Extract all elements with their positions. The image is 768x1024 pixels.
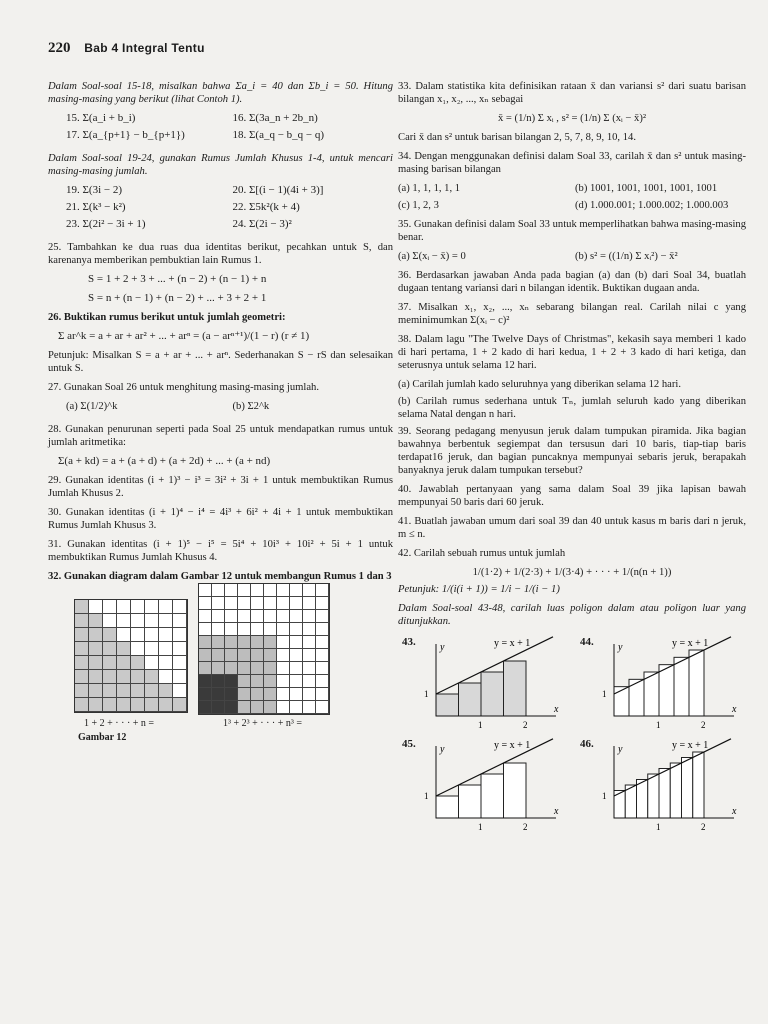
grid-cell bbox=[89, 698, 103, 712]
intro-19-24: Dalam Soal-soal 19-24, gunakan Rumus Jumlah Khusus 1-4, untuk mencari masing-masing jumlah. bbox=[48, 153, 393, 177]
grid-left-caption: 1 + 2 + · · · + n = bbox=[84, 718, 155, 729]
grid-cell bbox=[75, 642, 89, 656]
grid-cell bbox=[103, 684, 117, 698]
problem-26-hint: Petunjuk: Misalkan S = a + ar + ... + arⁿ. Sederhanakan S − rS dan selesaikan untuk S. bbox=[48, 350, 393, 374]
intro-43-48: Dalam Soal-soal 43-48, carilah luas poligon dalam atau poligon luar yang ditunjukkan. bbox=[398, 603, 746, 627]
grid-cell bbox=[173, 684, 187, 698]
grid-diagram-right bbox=[198, 583, 330, 715]
tick-label: 1 bbox=[602, 689, 607, 699]
grid-cell bbox=[89, 642, 103, 656]
polygon-rect bbox=[670, 763, 681, 818]
grid-cell bbox=[316, 675, 329, 688]
tick-label: 1 bbox=[424, 791, 429, 801]
grid-cell bbox=[199, 610, 212, 623]
problem-26: 26. Buktikan rumus berikut untuk jumlah geometri: bbox=[48, 312, 286, 323]
grid-cell bbox=[199, 701, 212, 714]
problem-25: 25. Tambahkan ke dua ruas dua identitas berikut, pecahkan untuk S, dan karenanya memberikan pembuktian lain Rumus 1. bbox=[48, 242, 393, 266]
curve-label: y = x + 1 bbox=[494, 638, 531, 649]
grid-cell bbox=[75, 656, 89, 670]
grid-cell bbox=[212, 610, 225, 623]
grid-cell bbox=[117, 614, 131, 628]
curve-label: y = x + 1 bbox=[672, 740, 709, 751]
tick-label: 2 bbox=[523, 720, 528, 730]
tick-label: 2 bbox=[701, 720, 706, 730]
grid-cell bbox=[225, 649, 238, 662]
grid-cell bbox=[303, 662, 316, 675]
grid-cell bbox=[316, 636, 329, 649]
axis-y-label: y bbox=[440, 642, 445, 653]
grid-cell bbox=[264, 636, 277, 649]
grid-cell bbox=[131, 642, 145, 656]
problem-35-parts bbox=[398, 250, 746, 263]
polygon-rect bbox=[436, 796, 459, 818]
plot-43 bbox=[402, 636, 566, 731]
grid-cell bbox=[264, 649, 277, 662]
grid-cell bbox=[131, 670, 145, 684]
grid-cell bbox=[238, 675, 251, 688]
grid-cell bbox=[238, 662, 251, 675]
grid-cell bbox=[238, 636, 251, 649]
problem-40: 40. Jawablah pertanyaan yang sama dalam Soal 39 jika lapisan bawah mempunyai 50 baris dari 60 jeruk. bbox=[398, 484, 746, 508]
grid-cell bbox=[225, 636, 238, 649]
grid-cell bbox=[251, 584, 264, 597]
grid-cell bbox=[117, 600, 131, 614]
grid-cell bbox=[225, 584, 238, 597]
polygon-rect bbox=[689, 650, 704, 716]
grid-cell bbox=[212, 662, 225, 675]
plot-45 bbox=[402, 738, 566, 833]
problem-30: 30. Gunakan identitas (i + 1)⁴ − i⁴ = 4i³ + 6i² + 4i + 1 untuk membuktikan Rumus Jumlah Khusus 3. bbox=[48, 507, 393, 531]
grid-cell bbox=[199, 675, 212, 688]
problem-34d: (d) 1.000.001; 1.000.002; 1.000.003 bbox=[575, 200, 729, 211]
chapter-title: Bab 4 Integral Tentu bbox=[84, 41, 205, 55]
grid-cell bbox=[303, 649, 316, 662]
grid-cell bbox=[264, 675, 277, 688]
grid-cell bbox=[264, 701, 277, 714]
tick-label: 1 bbox=[478, 822, 483, 832]
problem-16: 16. Σ(3a_n + 2b_n) bbox=[232, 112, 318, 124]
polygon-rect bbox=[637, 780, 648, 819]
grid-cell bbox=[212, 636, 225, 649]
grid-cell bbox=[89, 614, 103, 628]
grid-cell bbox=[145, 684, 159, 698]
grid-cell bbox=[145, 656, 159, 670]
grid-cell bbox=[75, 600, 89, 614]
grid-cell bbox=[75, 684, 89, 698]
grid-cell bbox=[290, 610, 303, 623]
grid-cell bbox=[89, 628, 103, 642]
grid-cell bbox=[75, 628, 89, 642]
problem-31: 31. Gunakan identitas (i + 1)⁵ − i⁵ = 5i⁴ + 10i³ + 10i² + 5i + 1 untuk membuktikan Rumus Jumlah Khusus 4. bbox=[48, 539, 393, 563]
grid-cell bbox=[238, 623, 251, 636]
polygon-rect bbox=[629, 679, 644, 716]
grid-cell bbox=[212, 675, 225, 688]
problem-38: 38. Dalam lagu "The Twelve Days of Christmas", kekasih saya memberi 1 kado di hari pertama, 1 + 2 kado di hari kedua, 1 + 2 + 3 kado di hari ketiga, dan seterusnya untuk selama 12 hari. bbox=[398, 334, 746, 371]
grid-cell bbox=[225, 688, 238, 701]
grid-cell bbox=[290, 584, 303, 597]
axis-y-label: y bbox=[440, 744, 445, 755]
problem-35b: (b) s² = ((1/n) Σ xᵢ²) − x̄² bbox=[575, 251, 678, 262]
polygon-rect bbox=[614, 687, 629, 716]
grid-cell bbox=[173, 642, 187, 656]
grid-cell bbox=[238, 584, 251, 597]
grid-cell bbox=[173, 698, 187, 712]
grid-cell bbox=[251, 636, 264, 649]
problem-34b: (b) 1001, 1001, 1001, 1001, 1001 bbox=[575, 183, 718, 194]
grid-cell bbox=[103, 600, 117, 614]
grid-cell bbox=[251, 675, 264, 688]
grid-cell bbox=[89, 600, 103, 614]
grid-cell bbox=[290, 688, 303, 701]
grid-cell bbox=[145, 670, 159, 684]
problem-27a: (a) Σ(1/2)^k bbox=[66, 401, 118, 412]
grid-cell bbox=[131, 628, 145, 642]
polygon-rect bbox=[504, 763, 527, 818]
grid-cell bbox=[199, 636, 212, 649]
grid-cell bbox=[199, 584, 212, 597]
grid-cell bbox=[199, 662, 212, 675]
grid-cell bbox=[212, 649, 225, 662]
grid-cell bbox=[159, 600, 173, 614]
grid-cell bbox=[303, 597, 316, 610]
grid-cell bbox=[173, 600, 187, 614]
grid-cell bbox=[238, 610, 251, 623]
grid-cell bbox=[159, 628, 173, 642]
grid-cell bbox=[225, 610, 238, 623]
problem-21: 21. Σ(k³ − k²) bbox=[66, 201, 126, 213]
page-header bbox=[48, 40, 205, 57]
grid-cell bbox=[277, 610, 290, 623]
grid-cell bbox=[264, 597, 277, 610]
plot-44-label: 44. bbox=[580, 636, 594, 648]
grid-cell bbox=[277, 701, 290, 714]
problems-19-24 bbox=[66, 184, 393, 231]
grid-cell bbox=[131, 698, 145, 712]
axis-y-label: y bbox=[618, 642, 623, 653]
axis-x-label: x bbox=[732, 704, 737, 715]
grid-cell bbox=[264, 610, 277, 623]
problem-32: 32. Gunakan diagram dalam Gambar 12 untuk membangun Rumus 1 dan 3 bbox=[48, 571, 392, 582]
problem-42-eq: 1/(1·2) + 1/(2·3) + 1/(3·4) + · · · + 1/(n(n + 1)) bbox=[472, 567, 672, 578]
plot-43-graph bbox=[416, 636, 566, 731]
grid-cell bbox=[159, 698, 173, 712]
problem-35: 35. Gunakan definisi dalam Soal 33 untuk memperlihatkan bahwa masing-masing benar. bbox=[398, 219, 746, 243]
tick-label: 2 bbox=[701, 822, 706, 832]
grid-cell bbox=[277, 688, 290, 701]
curve-label: y = x + 1 bbox=[494, 740, 531, 751]
grid-cell bbox=[145, 600, 159, 614]
problem-41: 41. Buatlah jawaban umum dari soal 39 dan 40 untuk kasus m baris dari n jeruk, m ≤ n. bbox=[398, 516, 746, 540]
grid-right-caption: 1³ + 2³ + · · · + n³ = bbox=[223, 718, 303, 729]
grid-cell bbox=[145, 642, 159, 656]
grid-cell bbox=[117, 628, 131, 642]
grid-cell bbox=[316, 623, 329, 636]
polygon-rect bbox=[648, 774, 659, 818]
grid-cell bbox=[238, 688, 251, 701]
problem-38b: (b) Carilah rumus sederhana untuk Tₙ, jumlah seluruh kado yang diberikan selama Natal dengan n hari. bbox=[398, 396, 746, 420]
grid-cell bbox=[264, 623, 277, 636]
grid-cell bbox=[251, 597, 264, 610]
grid-cell bbox=[75, 698, 89, 712]
grid-cell bbox=[277, 597, 290, 610]
polygon-rect bbox=[481, 672, 504, 716]
polygon-rect bbox=[693, 752, 704, 818]
problem-28-eq: Σ(a + kd) = a + (a + d) + (a + 2d) + ... + (a + nd) bbox=[58, 455, 271, 467]
grid-cell bbox=[316, 688, 329, 701]
plot-46 bbox=[580, 738, 744, 833]
grid-cell bbox=[173, 670, 187, 684]
grid-cell bbox=[89, 684, 103, 698]
grid-cell bbox=[290, 701, 303, 714]
polygon-rect bbox=[481, 774, 504, 818]
grid-cell bbox=[290, 636, 303, 649]
grid-cell bbox=[145, 614, 159, 628]
grid-cell bbox=[316, 584, 329, 597]
grid-cell bbox=[277, 584, 290, 597]
plot-46-graph bbox=[594, 738, 744, 833]
plot-43-label: 43. bbox=[402, 636, 416, 648]
polygon-rect bbox=[436, 694, 459, 716]
grid-cell bbox=[131, 684, 145, 698]
grid-cell bbox=[159, 684, 173, 698]
grid-cell bbox=[103, 698, 117, 712]
problem-33: 33. Dalam statistika kita definisikan rataan x̄ dan variansi s² dari suatu barisan bilangan x₁, x₂, ..., xₙ sebagai bbox=[398, 81, 746, 105]
tick-label: 1 bbox=[424, 689, 429, 699]
tick-label: 1 bbox=[656, 822, 661, 832]
grid-cell bbox=[303, 636, 316, 649]
problem-20: 20. Σ[(i − 1)(4i + 3)] bbox=[232, 184, 324, 196]
plot-44 bbox=[580, 636, 744, 731]
grid-cell bbox=[238, 649, 251, 662]
grid-cell bbox=[303, 701, 316, 714]
grid-cell bbox=[199, 649, 212, 662]
problem-36: 36. Berdasarkan jawaban Anda pada bagian (a) dan (b) dari Soal 34, buatlah dugaan tentang variansi dari n bilangan identik. Buktikan dugaan anda. bbox=[398, 270, 746, 294]
grid-cell bbox=[199, 597, 212, 610]
grid-cell bbox=[159, 642, 173, 656]
plot-46-label: 46. bbox=[580, 738, 594, 750]
problem-39: 39. Seorang pedagang menyusun jeruk dalam tumpukan piramida. Jika bagian bawahnya berbentuk segiempat dan tersusun dari 10 baris, tiap-tiap baris terdapat16 jeruk, dan bagian puncaknya mempunyai sebaris jeruk, berapakah banyaknya jeruk dalam tumpukan tersebut? bbox=[398, 426, 746, 476]
polygon-rect bbox=[659, 769, 670, 819]
grid-cell bbox=[103, 670, 117, 684]
figure-12 bbox=[48, 589, 393, 743]
problem-19: 19. Σ(3i − 2) bbox=[66, 184, 122, 196]
problem-28: 28. Gunakan penurunan seperti pada Soal 25 untuk mendapatkan rumus untuk jumlah aritmetika: bbox=[48, 424, 393, 448]
grid-cell bbox=[212, 688, 225, 701]
grid-cell bbox=[131, 656, 145, 670]
grid-cell bbox=[251, 649, 264, 662]
grid-cell bbox=[303, 675, 316, 688]
grid-cell bbox=[316, 597, 329, 610]
problem-27: 27. Gunakan Soal 26 untuk menghitung masing-masing jumlah. bbox=[48, 382, 319, 393]
axis-y-label: y bbox=[618, 744, 623, 755]
grid-cell bbox=[303, 610, 316, 623]
problem-27-parts bbox=[66, 400, 393, 413]
page-number: 220 bbox=[48, 40, 71, 56]
grid-cell bbox=[103, 642, 117, 656]
grid-cell bbox=[316, 662, 329, 675]
problem-26-eq: Σ ar^k = a + ar + ar² + ... + arⁿ = (a − arⁿ⁺¹)/(1 − r) (r ≠ 1) bbox=[58, 330, 310, 342]
grid-cell bbox=[290, 649, 303, 662]
intro-15-18: Dalam Soal-soal 15-18, misalkan bahwa Σa_i = 40 dan Σb_i = 50. Hitung masing-masing yang berikut (lihat Contoh 1). bbox=[48, 81, 393, 105]
plot-45-graph bbox=[416, 738, 566, 833]
grid-cell bbox=[290, 597, 303, 610]
grid-cell bbox=[225, 701, 238, 714]
grid-cell bbox=[131, 600, 145, 614]
grid-cell bbox=[103, 614, 117, 628]
left-column bbox=[48, 80, 393, 743]
grid-cell bbox=[75, 614, 89, 628]
grid-cell bbox=[159, 670, 173, 684]
grid-cell bbox=[199, 688, 212, 701]
grid-cell bbox=[225, 675, 238, 688]
grid-cell bbox=[173, 628, 187, 642]
grid-cell bbox=[277, 675, 290, 688]
grid-cell bbox=[225, 662, 238, 675]
grid-cell bbox=[251, 623, 264, 636]
grid-cell bbox=[117, 642, 131, 656]
problems-15-18 bbox=[66, 112, 393, 142]
grid-cell bbox=[159, 656, 173, 670]
grid-cell bbox=[117, 698, 131, 712]
problem-42: 42. Carilah sebuah rumus untuk jumlah bbox=[398, 548, 566, 559]
problem-24: 24. Σ(2i − 3)² bbox=[232, 218, 292, 230]
axis-x-label: x bbox=[554, 806, 559, 817]
grid-cell bbox=[303, 584, 316, 597]
grid-cell bbox=[277, 649, 290, 662]
grid-cell bbox=[173, 656, 187, 670]
problem-27b: (b) Σ2^k bbox=[232, 401, 270, 412]
grid-cell bbox=[264, 662, 277, 675]
axis-x-label: x bbox=[554, 704, 559, 715]
grid-cell bbox=[117, 684, 131, 698]
grid-cell bbox=[75, 670, 89, 684]
grid-cell bbox=[316, 701, 329, 714]
grid-cell bbox=[264, 688, 277, 701]
grid-cell bbox=[212, 584, 225, 597]
grid-cell bbox=[277, 623, 290, 636]
grid-cell bbox=[316, 649, 329, 662]
grid-cell bbox=[251, 701, 264, 714]
polygon-rect bbox=[459, 785, 482, 818]
grid-cell bbox=[238, 701, 251, 714]
grid-cell bbox=[212, 701, 225, 714]
grid-cell bbox=[303, 688, 316, 701]
right-column bbox=[398, 80, 746, 834]
tick-label: 1 bbox=[478, 720, 483, 730]
problem-22: 22. Σ5k²(k + 4) bbox=[232, 201, 300, 213]
problem-15: 15. Σ(a_i + b_i) bbox=[66, 112, 136, 124]
grid-diagram-left bbox=[74, 599, 188, 713]
grid-cell bbox=[225, 623, 238, 636]
plot-44-graph bbox=[594, 636, 744, 731]
axis-x-label: x bbox=[732, 806, 737, 817]
polygon-rect bbox=[504, 661, 527, 716]
grid-cell bbox=[103, 656, 117, 670]
grid-cell bbox=[251, 662, 264, 675]
grid-cell bbox=[145, 698, 159, 712]
problem-34: 34. Dengan menggunakan definisi dalam Soal 33, carilah x̄ dan s² untuk masing-masing barisan bilangan bbox=[398, 151, 746, 175]
grid-cell bbox=[145, 628, 159, 642]
grid-cell bbox=[89, 670, 103, 684]
polygon-rect bbox=[674, 657, 689, 716]
curve-label: y = x + 1 bbox=[672, 638, 709, 649]
problem-23: 23. Σ(2i² − 3i + 1) bbox=[66, 218, 146, 230]
problem-34-parts bbox=[398, 182, 746, 212]
grid-cell bbox=[290, 675, 303, 688]
tick-label: 1 bbox=[656, 720, 661, 730]
grid-cell bbox=[117, 670, 131, 684]
problem-18: 18. Σ(a_q − b_q − q) bbox=[232, 129, 325, 141]
polygon-rect bbox=[659, 665, 674, 716]
problem-38a: (a) Carilah jumlah kado seluruhnya yang diberikan selama 12 hari. bbox=[398, 379, 681, 390]
problem-34a: (a) 1, 1, 1, 1, 1 bbox=[398, 183, 461, 194]
grid-cell bbox=[212, 623, 225, 636]
problem-33-eq: x̄ = (1/n) Σ xᵢ , s² = (1/n) Σ (xᵢ − x̄)² bbox=[497, 113, 647, 124]
grid-cell bbox=[159, 614, 173, 628]
grid-cell bbox=[238, 597, 251, 610]
problem-42-hint: Petunjuk: 1/(i(i + 1)) = 1/i − 1/(i − 1) bbox=[398, 584, 560, 595]
grid-cell bbox=[251, 610, 264, 623]
polygon-rect bbox=[459, 683, 482, 716]
polygon-plots bbox=[398, 634, 746, 834]
grid-cell bbox=[290, 662, 303, 675]
problem-25-eq2: S = n + (n − 1) + (n − 2) + ... + 3 + 2 + 1 bbox=[88, 292, 267, 304]
grid-cell bbox=[264, 584, 277, 597]
grid-cell bbox=[212, 597, 225, 610]
problem-37: 37. Misalkan x₁, x₂, ..., xₙ sebarang bilangan real. Carilah nilai c yang meminimumkan Σ(xᵢ − c)² bbox=[398, 302, 746, 326]
grid-cell bbox=[303, 623, 316, 636]
figure-label: Gambar 12 bbox=[78, 732, 127, 743]
problem-34c: (c) 1, 2, 3 bbox=[398, 200, 439, 211]
grid-cell bbox=[225, 597, 238, 610]
grid-cell bbox=[316, 610, 329, 623]
plot-45-label: 45. bbox=[402, 738, 416, 750]
grid-cell bbox=[173, 614, 187, 628]
tick-label: 1 bbox=[602, 791, 607, 801]
polygon-rect bbox=[682, 758, 693, 819]
grid-cell bbox=[251, 688, 264, 701]
grid-cell bbox=[117, 656, 131, 670]
grid-cell bbox=[277, 662, 290, 675]
problem-29: 29. Gunakan identitas (i + 1)³ − i³ = 3i² + 3i + 1 untuk membuktikan Rumus Jumlah Khusus 2. bbox=[48, 475, 393, 499]
grid-cell bbox=[199, 623, 212, 636]
problem-25-eq1: S = 1 + 2 + 3 + ... + (n − 2) + (n − 1) + n bbox=[88, 273, 267, 285]
grid-cell bbox=[290, 623, 303, 636]
grid-cell bbox=[277, 636, 290, 649]
problem-33-task: Cari x̄ dan s² untuk barisan bilangan 2, 5, 7, 8, 9, 10, 14. bbox=[398, 132, 636, 143]
problem-35a: (a) Σ(xᵢ − x̄) = 0 bbox=[398, 251, 466, 262]
grid-cell bbox=[131, 614, 145, 628]
grid-cell bbox=[103, 628, 117, 642]
grid-cell bbox=[89, 656, 103, 670]
tick-label: 2 bbox=[523, 822, 528, 832]
problem-17: 17. Σ(a_{p+1} − b_{p+1}) bbox=[66, 129, 185, 141]
